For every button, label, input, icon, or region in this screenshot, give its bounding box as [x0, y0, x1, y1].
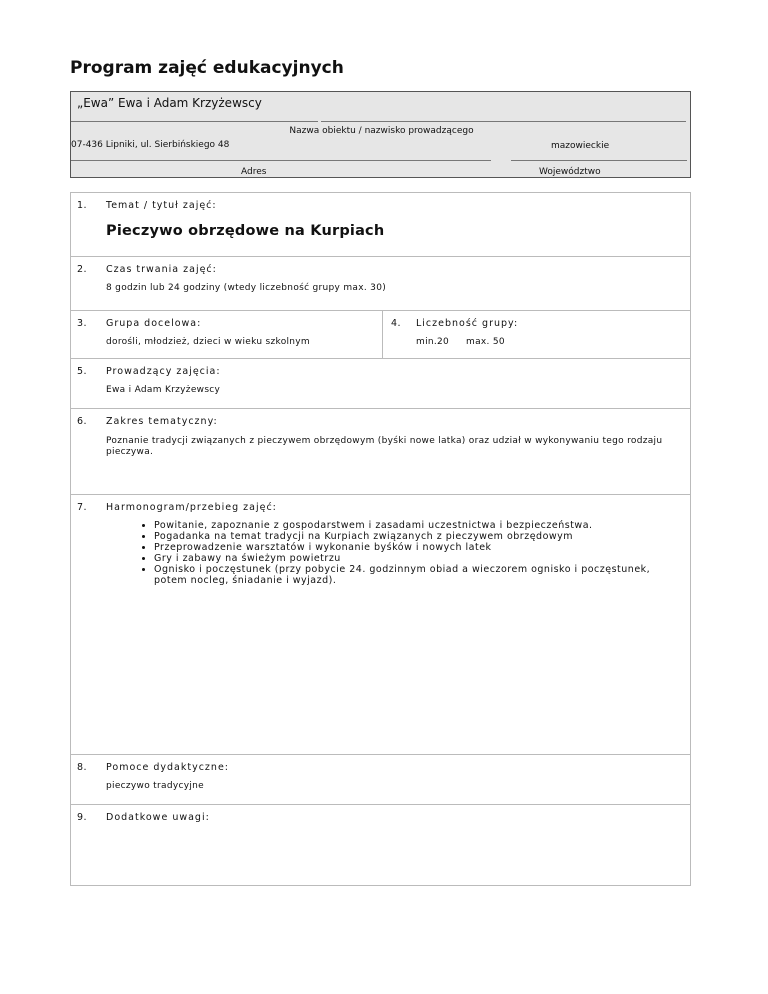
address-caption: Adres — [241, 167, 267, 177]
divider — [511, 160, 687, 161]
schedule-item: • Gry i zabawy na świeżym powietrzu — [154, 553, 674, 564]
teaching-aids-label: Pomoce dydaktyczne: — [106, 762, 229, 773]
notes-row — [71, 805, 690, 885]
row-number: 2. — [77, 264, 88, 275]
instructors-row — [71, 359, 690, 409]
row-number: 6. — [77, 416, 88, 427]
topic-label: Temat / tytuł zajęć: — [106, 200, 217, 211]
divider — [71, 160, 491, 161]
row-number: 1. — [77, 200, 88, 211]
duration-value: 8 godzin lub 24 godziny (wtedy liczebność grupy max. 30) — [106, 283, 387, 293]
teaching-aids-value: pieczywo tradycyjne — [106, 781, 204, 791]
facility-name: „Ewa” Ewa i Adam Krzyżewscy — [77, 96, 262, 110]
group-size-label: Liczebność grupy: — [416, 318, 519, 329]
schedule-item: • Pogadanka na temat tradycji na Kurpiach związanych z pieczywem obrzędowym — [154, 531, 674, 542]
schedule-row — [71, 495, 690, 755]
instructors-label: Prowadzący zajęcia: — [106, 366, 221, 377]
voivodeship-value: mazowieckie — [551, 141, 610, 151]
schedule-item: • Ognisko i poczęstunek (przy pobycie 24. godzinnym obiad a wieczorem ognisko i poczęstunek, potem nocleg, śniadanie i wyjazd). — [154, 564, 674, 586]
row-number: 7. — [77, 502, 88, 513]
instructors-value: Ewa i Adam Krzyżewscy — [106, 385, 221, 395]
scope-value: Poznanie tradycji związanych z pieczywem obrzędowym (byśki nowe latka) oraz udział w wykonywaniu tego rodzaju pieczywa. — [106, 436, 663, 457]
notes-label: Dodatkowe uwagi: — [106, 812, 210, 823]
group-size-min: min.20 — [416, 337, 450, 347]
row-number: 9. — [77, 812, 88, 823]
schedule-item: • Przeprowadzenie warsztatów i wykonanie byśków i nowych latek — [154, 542, 674, 553]
address-value: 07-436 Lipniki, ul. Sierbińskiego 48 — [71, 140, 230, 150]
row-number: 5. — [77, 366, 88, 377]
scope-label: Zakres tematyczny: — [106, 416, 218, 427]
divider — [71, 121, 318, 122]
facility-header — [70, 91, 691, 178]
row-number: 3. — [77, 318, 88, 329]
schedule-label: Harmonogram/przebieg zajęć: — [106, 502, 277, 513]
program-form — [70, 192, 691, 886]
voivodeship-caption: Województwo — [539, 167, 601, 177]
topic-value: Pieczywo obrzędowe na Kurpiach — [106, 223, 385, 239]
group-row — [71, 311, 690, 359]
document-title: Program zajęć edukacyjnych — [70, 58, 344, 78]
column-divider — [382, 311, 383, 358]
duration-row — [71, 257, 690, 311]
divider — [321, 121, 686, 122]
target-group-label: Grupa docelowa: — [106, 318, 202, 329]
topic-row — [71, 193, 690, 257]
row-number: 8. — [77, 762, 88, 773]
row-number: 4. — [391, 318, 402, 329]
target-group-value: dorośli, młodzież, dzieci w wieku szkolnym — [106, 337, 311, 347]
group-size-max: max. 50 — [466, 337, 505, 347]
teaching-aids-row — [71, 755, 690, 805]
duration-label: Czas trwania zajęć: — [106, 264, 217, 275]
schedule-item: • Powitanie, zapoznanie z gospodarstwem i zasadami uczestnictwa i bezpieczeństwa. — [154, 520, 674, 531]
schedule-list — [106, 520, 674, 586]
scope-row — [71, 409, 690, 495]
facility-caption: Nazwa obiektu / nazwisko prowadzącego — [289, 126, 474, 136]
